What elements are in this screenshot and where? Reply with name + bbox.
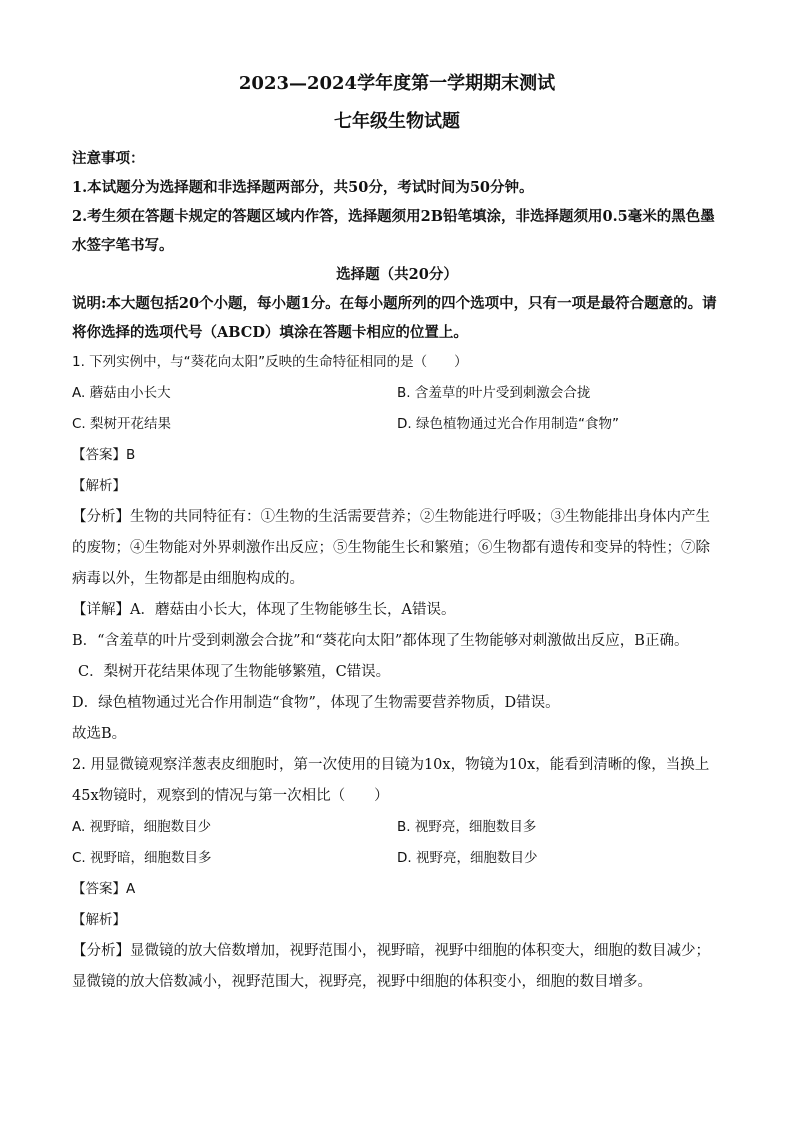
- option-d: D. 视野亮，细胞数目少: [397, 850, 538, 866]
- detail-conclusion: 故选B。: [72, 726, 127, 742]
- document-page: [72, 72, 722, 998]
- option-c: C. 梨树开花结果: [72, 416, 172, 432]
- answer-label: 【答案】A: [72, 881, 136, 897]
- question-options: [72, 378, 722, 440]
- analysis-text: 【分析】显微镜的放大倍数增加，视野范围小，视野暗，视野中细胞的体积变大，细胞的数目减少；显微镜的放大倍数减小，视野范围大，视野亮，视野中细胞的体积变小，细胞的数目增多。: [72, 943, 710, 990]
- analysis-label: 【解析】: [72, 912, 126, 928]
- option-a: A. 视野暗，细胞数目少: [72, 819, 212, 835]
- notice-heading: 注意事项：: [72, 150, 145, 167]
- analysis-label: 【解析】: [72, 478, 126, 494]
- exam-title: 2023—2024学年度第一学期期末测试: [238, 73, 556, 94]
- detail-line: D．绿色植物通过光合作用制造“食物”，体现了生物需要营养物质，D错误。: [72, 695, 560, 711]
- section-instruction: 说明:本大题包括20个小题，每小题1分。在每小题所列的四个选项中，只有一项是最符合题意的。请将你选择的选项代号（ABCD）填涂在答题卡相应的位置上。: [72, 295, 717, 341]
- question-stem: 1. 下列实例中，与“葵花向太阳”反映的生命特征相同的是（ ）: [72, 354, 468, 370]
- option-c: C. 视野暗，细胞数目多: [72, 850, 212, 866]
- section-heading: 选择题（共20分）: [336, 266, 458, 283]
- question-1: [72, 347, 722, 750]
- notice-item-1: 1.本试题分为选择题和非选择题两部分，共50分，考试时间为50分钟。: [72, 179, 534, 196]
- option-b: B. 视野亮，细胞数目多: [397, 819, 537, 835]
- exam-subtitle: 七年级生物试题: [334, 111, 460, 132]
- question-options: [72, 812, 722, 874]
- option-d: D. 绿色植物通过光合作用制造“食物”: [397, 416, 619, 432]
- question-2: [72, 750, 722, 998]
- detail-line: B．“含羞草的叶片受到刺激会合拢”和“葵花向太阳”都体现了生物能够对刺激做出反应，B正确。: [72, 633, 689, 649]
- detail-line: C．梨树开花结果体现了生物能够繁殖，C错误。: [78, 664, 391, 680]
- detail-line: 【详解】A．蘑菇由小长大，体现了生物能够生长，A错误。: [72, 602, 456, 618]
- analysis-text: 【分析】生物的共同特征有：①生物的生活需要营养；②生物能进行呼吸；③生物能排出身体内产生的废物；④生物能对外界刺激作出反应；⑤生物能生长和繁殖；⑥生物都有遗传和变异的特性；⑦除病毒以外，生物都是由细胞构成的。: [72, 509, 710, 587]
- notice-item-2: 2.考生须在答题卡规定的答题区域内作答，选择题须用2B铅笔填涂，非选择题须用0.5毫米的黑色墨水签字笔书写。: [72, 208, 715, 254]
- option-b: B. 含羞草的叶片受到刺激会合拢: [397, 385, 591, 401]
- question-stem: 2. 用显微镜观察洋葱表皮细胞时，第一次使用的目镜为10x，物镜为10x，能看到清晰的像，当换上45x物镜时，观察到的情况与第一次相比（ ）: [72, 757, 710, 804]
- answer-label: 【答案】B: [72, 447, 136, 463]
- option-a: A. 蘑菇由小长大: [72, 385, 171, 401]
